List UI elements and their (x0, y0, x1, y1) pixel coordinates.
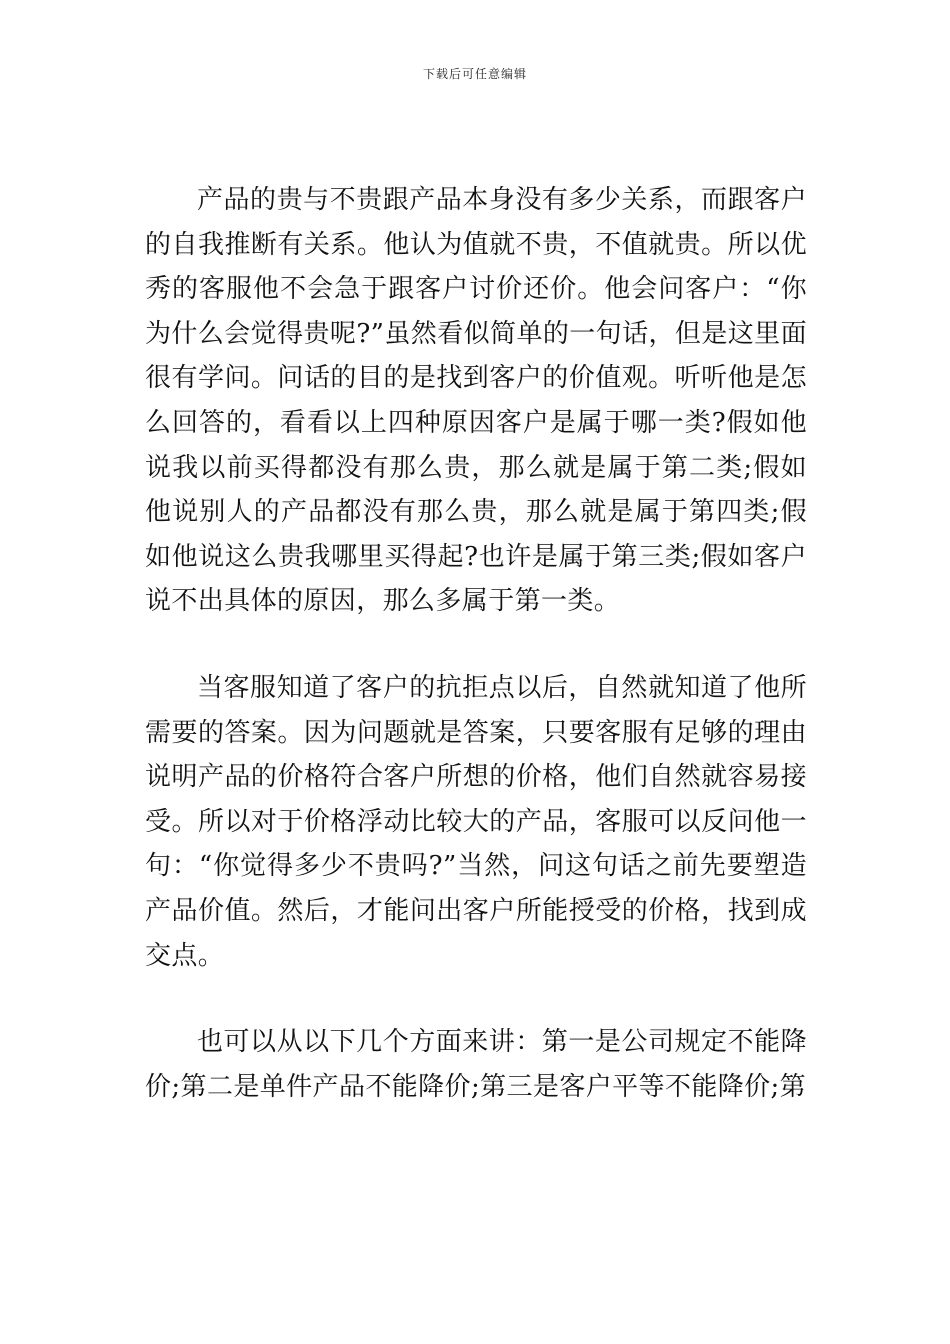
paragraph-2: 当客服知道了客户的抗拒点以后，自然就知道了他所需要的答案。因为问题就是答案，只要客服有足够的理由说明产品的价格符合客户所想的价格，他们自然就容易接受。所以对于价格浮动比较大的产品，客服可以反问他一句：“你觉得多少不贵吗?”当然，问这句话之前先要塑造产品价值。然后，才能问出客户所能授受的价格，找到成交点。 (145, 672, 807, 971)
paragraph-1: 产品的贵与不贵跟产品本身没有多少关系，而跟客户的自我推断有关系。他认为值就不贵，不值就贵。所以优秀的客服他不会急于跟客户讨价还价。他会问客户：“你为什么会觉得贵呢?”虽然看似简单的一句话，但是这里面很有学问。问话的目的是找到客户的价值观。听听他是怎么回答的，看看以上四种原因客户是属于哪一类?假如他说我以前买得都没有那么贵，那么就是属于第二类;假如他说别人的产品都没有那么贵，那么就是属于第四类;假如他说这么贵我哪里买得起?也许是属于第三类;假如客户说不出具体的原因，那么多属于第一类。 (145, 185, 807, 617)
paragraph-3: 也可以从以下几个方面来讲：第一是公司规定不能降价;第二是单件产品不能降价;第三是客户平等不能降价;第 (145, 1027, 807, 1102)
page-header: 下载后可任意编辑 (422, 67, 527, 81)
document-body (145, 178, 807, 1109)
